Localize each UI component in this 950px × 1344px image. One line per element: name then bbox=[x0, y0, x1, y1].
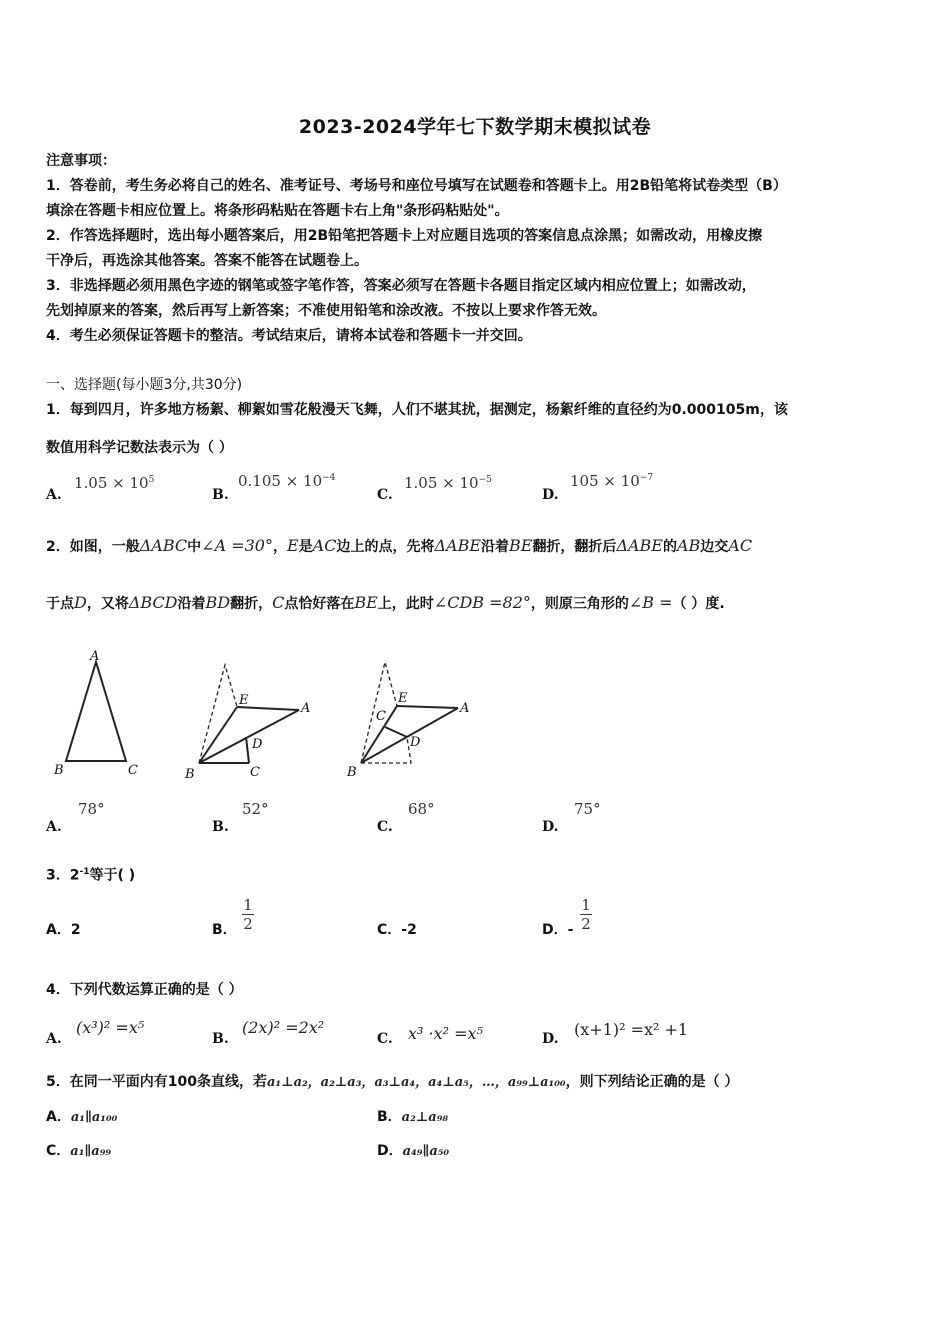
q2-stem-line1: 2．如图，一般ΔABC中∠A =30°，E是AC边上的点，先将ΔABE沿着BE翻折，翻折后ΔABE的AB边交AC bbox=[46, 536, 753, 555]
q2-option-a[interactable]: A. bbox=[46, 819, 62, 835]
fig1-label-c: C bbox=[128, 763, 138, 778]
option-label: A. bbox=[46, 487, 62, 503]
q4-option-d-expr: (x+1)² =x² +1 bbox=[574, 1020, 689, 1039]
q2-figure-2 bbox=[184, 665, 310, 782]
q5-option-a[interactable]: A．a₁∥a₁₀₀ bbox=[46, 1109, 118, 1125]
q3-option-a[interactable]: A．2 bbox=[46, 922, 81, 938]
q5-option-d[interactable]: D．a₄₉∥a₅₀ bbox=[377, 1143, 450, 1159]
q2-option-b-value: 52° bbox=[242, 800, 269, 818]
fig2-label-a: A bbox=[301, 701, 311, 716]
fig2-label-b: B bbox=[185, 767, 195, 782]
fig1-label-a: A bbox=[90, 649, 100, 664]
q1-option-c-value: $1.05 \times 10^{-5}$ bbox=[404, 474, 492, 492]
q2-option-d-value: 75° bbox=[574, 800, 601, 818]
q2-options bbox=[46, 800, 906, 834]
q3-option-c[interactable]: C．-2 bbox=[377, 922, 417, 938]
q2-option-c[interactable]: C. bbox=[377, 819, 393, 835]
q1-option-b-value: $0.105 \times 10^{-4}$ bbox=[238, 472, 336, 490]
page-title: 2023-2024学年七下数学期末模拟试卷 bbox=[298, 116, 652, 138]
notice-line: 先划掉原来的答案，然后再写上新答案；不准使用铅笔和涂改液。不按以上要求作答无效。 bbox=[46, 303, 606, 319]
fig3-label-a: A bbox=[460, 701, 470, 716]
notice-line: 4．考生必须保证答题卡的整洁。考试结束后，请将本试卷和答题卡一并交回。 bbox=[46, 328, 532, 344]
fig3-label-d: D bbox=[410, 735, 421, 750]
section-heading: 一、选择题(每小题3分,共30分) bbox=[46, 377, 243, 393]
q4-option-c-expr: x³ ·x² =x⁵ bbox=[408, 1024, 483, 1043]
q3-option-b[interactable]: B． bbox=[212, 922, 237, 938]
q5-options bbox=[46, 1105, 906, 1165]
notice-line: 3．非选择题必须用黑色字迹的钢笔或签字笔作答，答案必须写在答题卡各题目指定区域内相应位置上；如需改动， bbox=[46, 278, 756, 294]
notice-line: 填涂在答题卡相应位置上。将条形码粘贴在答题卡右上角"条形码粘贴处"。 bbox=[46, 203, 509, 219]
q4-option-d[interactable]: D. bbox=[542, 1031, 559, 1047]
q2-figure-1 bbox=[53, 649, 138, 778]
notice-line: 干净后，再选涂其他答案。答案不能答在试题卷上。 bbox=[46, 253, 368, 269]
q1-options bbox=[46, 474, 906, 504]
q3-option-d-fraction: 1 2 bbox=[581, 896, 591, 933]
q4-option-a[interactable]: A. bbox=[46, 1031, 62, 1047]
q5-option-b[interactable]: B．a₂⊥a₉₈ bbox=[377, 1109, 449, 1125]
fig2-label-e: E bbox=[239, 693, 249, 708]
q4-option-c[interactable]: C. bbox=[377, 1031, 393, 1047]
fig1-label-b: B bbox=[54, 763, 64, 778]
q3-option-b-fraction: 1 2 bbox=[243, 896, 253, 933]
fig2-label-c: C bbox=[250, 765, 260, 780]
q4-options bbox=[46, 1016, 906, 1050]
q5-option-c[interactable]: C．a₁∥a₉₉ bbox=[46, 1143, 112, 1159]
q4-option-b[interactable]: B. bbox=[212, 1031, 229, 1047]
q4-option-b-expr: (2x)² =2x² bbox=[242, 1018, 325, 1037]
q5-stem: 5．在同一平面内有100条直线，若a₁⊥a₂，a₂⊥a₃，a₃⊥a₄，a₄⊥a₅，…，a₉₉⊥a₁₀₀，则下列结论正确的是（ ） bbox=[46, 1074, 739, 1090]
q2-option-c-value: 68° bbox=[408, 800, 435, 818]
q2-figures bbox=[40, 640, 500, 790]
q1-option-c[interactable] bbox=[377, 484, 393, 503]
q1-option-a[interactable] bbox=[46, 484, 62, 503]
q1-option-d[interactable] bbox=[542, 484, 559, 503]
q1-stem-line1: 1．每到四月，许多地方杨絮、柳絮如雪花般漫天飞舞，人们不堪其扰，据测定，杨絮纤维的直径约为0.000105m，该 bbox=[46, 402, 788, 418]
option-label: D. bbox=[542, 487, 559, 503]
notice-line: 1．答卷前，考生务必将自己的姓名、准考证号、考场号和座位号填写在试题卷和答题卡上。用2B铅笔将试卷类型（B） bbox=[46, 178, 787, 194]
option-label: B. bbox=[212, 487, 229, 503]
q3-options bbox=[46, 894, 906, 944]
fig2-label-d: D bbox=[252, 737, 263, 752]
notice-line: 2．作答选择题时，选出每小题答案后，用2B铅笔把答题卡上对应题目选项的答案信息点涂黑；如需改动，用橡皮擦 bbox=[46, 228, 763, 244]
fig3-label-c: C bbox=[376, 709, 386, 724]
q1-stem-line2: 数值用科学记数法表示为（ ） bbox=[46, 440, 233, 456]
q2-stem-line2: 于点D，又将ΔBCD沿着BD翻折，C点恰好落在BE上，此时∠CDB =82°，则原三角形的∠B =（ ）度. bbox=[46, 593, 725, 612]
q3-stem: 3．$2^{-1}$等于( ) bbox=[46, 867, 136, 884]
fig3-label-b: B bbox=[347, 765, 357, 780]
q4-option-a-expr: (x³)² =x⁵ bbox=[76, 1018, 145, 1037]
q1-option-b[interactable] bbox=[212, 484, 229, 503]
option-label: C. bbox=[377, 487, 393, 503]
q2-option-b[interactable]: B. bbox=[212, 819, 229, 835]
q1-option-d-value: $105 \times 10^{-7}$ bbox=[570, 472, 654, 490]
q2-option-a-value: 78° bbox=[78, 800, 105, 818]
q1-option-a-value: $1.05 \times 10^5$ bbox=[74, 474, 155, 492]
notice-heading: 注意事项： bbox=[46, 153, 116, 169]
fig3-label-e: E bbox=[398, 691, 408, 706]
q2-figure-3 bbox=[346, 662, 469, 780]
q2-option-d[interactable]: D. bbox=[542, 819, 559, 835]
q4-stem: 4．下列代数运算正确的是（ ） bbox=[46, 982, 243, 998]
q3-option-d[interactable]: D．- bbox=[542, 922, 574, 938]
